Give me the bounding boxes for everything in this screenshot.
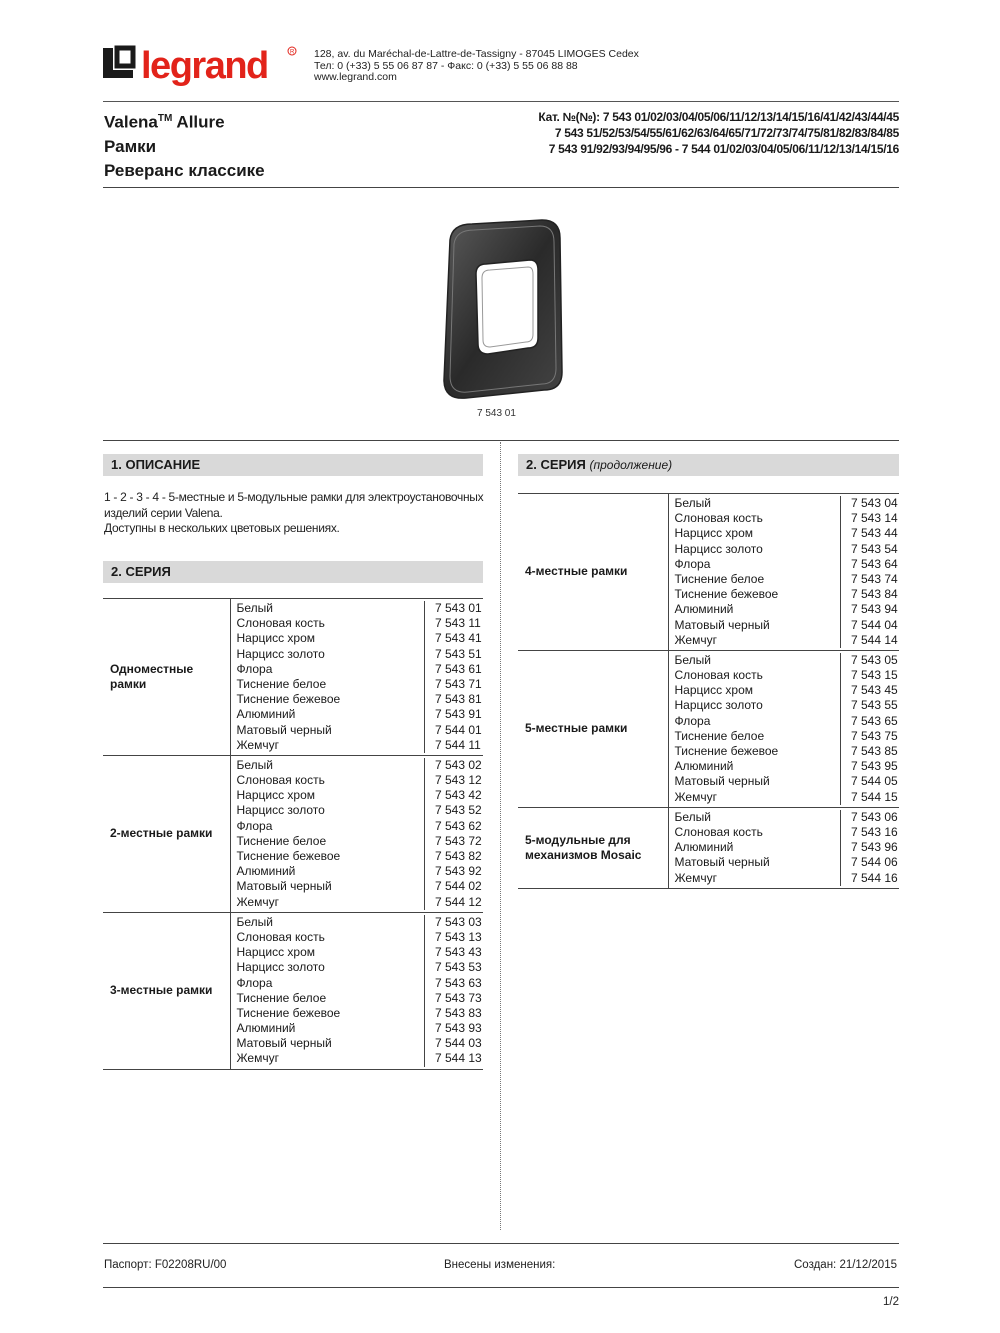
list-item xyxy=(231,991,484,1006)
series-group-row xyxy=(103,912,483,1069)
list-item xyxy=(231,773,484,788)
group-name: Одноместные рамки xyxy=(103,599,230,756)
section-series-continued-header xyxy=(518,454,899,476)
list-item xyxy=(231,976,484,991)
color-name: Флора xyxy=(669,714,842,729)
catalog-code: 7 543 44 xyxy=(851,526,898,541)
color-name: Нарцисс хром xyxy=(231,788,426,803)
title-line-3: Реверанс классике xyxy=(104,160,265,180)
list-item xyxy=(231,819,484,834)
color-name: Тиснение белое xyxy=(231,834,426,849)
product-caption: 7 543 01 xyxy=(477,408,516,419)
list-item xyxy=(231,803,484,818)
catalog-code: 7 543 91 xyxy=(435,707,482,722)
catalog-code: 7 543 15 xyxy=(851,668,898,683)
list-item xyxy=(231,758,484,773)
color-name: Нарцисс золото xyxy=(231,647,426,662)
catalog-code: 7 543 43 xyxy=(435,945,482,960)
color-name: Жемчуг xyxy=(231,895,426,910)
color-name: Флора xyxy=(669,557,842,572)
footer-divider-bottom xyxy=(103,1287,899,1288)
list-item xyxy=(231,1051,484,1066)
color-name: Нарцисс золото xyxy=(231,803,426,818)
list-item xyxy=(231,616,484,631)
catalog-code: 7 544 03 xyxy=(435,1036,482,1051)
color-name: Тиснение белое xyxy=(231,991,426,1006)
list-item xyxy=(669,744,900,759)
catalog-code: 7 543 54 xyxy=(851,541,898,556)
catalog-code: 7 543 83 xyxy=(435,1005,482,1020)
catalog-line: Кат. №(№): 7 543 01/02/03/04/05/06/11/12/13/14/15/16/41/42/43/44/45 xyxy=(538,110,899,124)
catalog-code: 7 543 45 xyxy=(851,683,898,698)
catalog-code: 7 544 11 xyxy=(435,737,481,752)
catalog-code: 7 543 11 xyxy=(435,616,481,631)
passport-number: Паспорт: F02208RU/00 xyxy=(104,1259,227,1271)
group-name: 5-местные рамки xyxy=(518,650,668,807)
catalog-code: 7 543 13 xyxy=(435,929,482,944)
catalog-code: 7 543 53 xyxy=(435,960,482,975)
created-date: Создан: 21/12/2015 xyxy=(794,1259,897,1271)
list-item xyxy=(231,960,484,975)
color-name: Матовый черный xyxy=(231,723,426,738)
catalog-code: 7 543 06 xyxy=(851,809,898,824)
catalog-code: 7 544 16 xyxy=(851,870,898,885)
section-series-header: 2. СЕРИЯ xyxy=(103,561,483,583)
list-item xyxy=(231,707,484,722)
list-item xyxy=(231,864,484,879)
list-item xyxy=(669,511,900,526)
list-item xyxy=(231,930,484,945)
catalog-code: 7 543 63 xyxy=(435,975,482,990)
color-name: Алюминий xyxy=(231,864,426,879)
catalog-code: 7 543 64 xyxy=(851,556,898,571)
color-name: Белый xyxy=(669,653,842,668)
color-name: Флора xyxy=(231,662,426,677)
color-name: Слоновая кость xyxy=(231,773,426,788)
series-group-row xyxy=(518,650,899,807)
list-item xyxy=(669,572,900,587)
color-name: Нарцисс хром xyxy=(231,631,426,646)
list-item xyxy=(669,587,900,602)
color-name: Матовый черный xyxy=(669,618,842,633)
section-title: 2. СЕРИЯ xyxy=(526,457,586,472)
list-item xyxy=(669,683,900,698)
list-item xyxy=(231,647,484,662)
title-divider xyxy=(103,187,899,188)
color-name: Белый xyxy=(231,601,426,616)
catalog-code: 7 544 05 xyxy=(851,774,898,789)
color-name: Жемчуг xyxy=(231,738,426,753)
list-item xyxy=(231,1036,484,1051)
catalog-code: 7 543 81 xyxy=(435,692,482,707)
color-name: Тиснение бежевое xyxy=(669,587,842,602)
svg-text:R: R xyxy=(290,49,295,56)
color-name: Алюминий xyxy=(669,602,842,617)
catalog-code: 7 543 05 xyxy=(851,652,898,667)
color-name: Слоновая кость xyxy=(231,930,426,945)
catalog-code: 7 543 82 xyxy=(435,849,482,863)
list-item xyxy=(231,723,484,738)
catalog-code: 7 544 13 xyxy=(435,1051,482,1066)
series-group-row xyxy=(518,494,899,651)
color-name: Жемчуг xyxy=(669,790,842,805)
list-item xyxy=(669,526,900,541)
list-item xyxy=(231,738,484,753)
catalog-code: 7 543 16 xyxy=(851,824,898,839)
color-name: Алюминий xyxy=(231,707,426,722)
catalog-code: 7 543 42 xyxy=(435,788,482,803)
series-table-left xyxy=(103,598,483,1070)
column-divider xyxy=(500,442,501,1230)
color-name: Нарцисс золото xyxy=(231,960,426,975)
catalog-code: 7 543 72 xyxy=(435,833,482,848)
group-items xyxy=(668,807,899,888)
color-name: Нарцисс хром xyxy=(669,526,842,541)
list-item xyxy=(669,557,900,572)
catalog-code: 7 543 75 xyxy=(851,728,898,743)
list-item xyxy=(231,692,484,707)
list-item xyxy=(669,790,900,805)
color-name: Тиснение белое xyxy=(231,677,426,692)
list-item xyxy=(669,618,900,633)
phone-line: Тел: 0 (+33) 5 55 06 87 87 - Факс: 0 (+33) 5 55 06 88 88 xyxy=(314,59,578,72)
color-name: Белый xyxy=(669,496,842,511)
catalog-code: 7 543 14 xyxy=(851,511,898,526)
catalog-code: 7 543 95 xyxy=(851,759,898,774)
title-line-2: Рамки xyxy=(104,136,157,156)
list-item xyxy=(231,879,484,894)
catalog-code: 7 543 73 xyxy=(435,990,482,1005)
catalog-code: 7 543 85 xyxy=(851,744,898,758)
color-name: Матовый черный xyxy=(669,855,842,870)
list-item xyxy=(231,788,484,803)
color-name: Нарцисс золото xyxy=(669,542,842,557)
color-name: Жемчуг xyxy=(231,1051,426,1066)
color-name: Слоновая кость xyxy=(669,511,842,526)
series-table-right xyxy=(518,493,899,889)
catalog-code: 7 543 55 xyxy=(851,698,898,713)
legrand-logo xyxy=(103,44,303,94)
trademark: TM xyxy=(157,113,173,124)
catalog-code: 7 544 02 xyxy=(435,879,482,894)
header-divider xyxy=(103,101,899,102)
list-item xyxy=(231,895,484,910)
color-name: Тиснение бежевое xyxy=(231,1006,426,1021)
color-name: Тиснение белое xyxy=(669,572,842,587)
color-name: Флора xyxy=(231,819,426,834)
list-item xyxy=(669,774,900,789)
list-item xyxy=(669,825,900,840)
color-name: Нарцисс хром xyxy=(669,683,842,698)
color-name: Матовый черный xyxy=(231,1036,426,1051)
list-item xyxy=(669,496,900,511)
title-rest: Allure xyxy=(172,112,225,132)
catalog-code: 7 543 94 xyxy=(851,602,898,617)
color-name: Белый xyxy=(669,810,842,825)
legrand-symbol-icon xyxy=(103,48,133,78)
list-item xyxy=(231,945,484,960)
frame-product-image xyxy=(432,212,572,407)
color-name: Слоновая кость xyxy=(669,825,842,840)
color-name: Матовый черный xyxy=(669,774,842,789)
title-main: Valena xyxy=(104,112,158,132)
company-address xyxy=(314,49,639,84)
list-item xyxy=(231,849,484,864)
description-line: 1 - 2 - 3 - 4 - 5-местные и 5-модульные рамки для электроустановочных xyxy=(104,490,484,504)
catalog-code: 7 544 01 xyxy=(435,722,482,737)
color-name: Флора xyxy=(231,976,426,991)
catalog-code: 7 544 14 xyxy=(851,632,898,647)
list-item xyxy=(231,1021,484,1036)
catalog-code: 7 543 96 xyxy=(851,840,898,855)
catalog-code: 7 543 12 xyxy=(435,773,482,788)
list-item xyxy=(231,677,484,692)
brand-name: legrand xyxy=(141,45,268,87)
color-name: Алюминий xyxy=(669,759,842,774)
group-name: 4-местные рамки xyxy=(518,494,668,651)
catalog-code: 7 544 12 xyxy=(435,894,482,909)
color-name: Белый xyxy=(231,758,426,773)
list-item xyxy=(669,602,900,617)
address-line: 128, av. du Maréchal-de-Lattre-de-Tassigny - 87045 LIMOGES Cedex xyxy=(314,48,639,60)
footer-divider-top xyxy=(103,1243,899,1244)
list-item xyxy=(669,653,900,668)
website-line: www.legrand.com xyxy=(314,71,397,83)
catalog-code: 7 543 03 xyxy=(435,914,482,929)
catalog-code: 7 543 61 xyxy=(435,661,482,676)
color-name: Тиснение бежевое xyxy=(231,849,426,864)
list-item xyxy=(231,1006,484,1021)
color-name: Жемчуг xyxy=(669,871,842,886)
catalog-code: 7 543 93 xyxy=(435,1021,482,1036)
list-item xyxy=(669,871,900,886)
color-name: Алюминий xyxy=(231,1021,426,1036)
list-item xyxy=(669,759,900,774)
color-name: Нарцисс золото xyxy=(669,698,842,713)
series-group-row xyxy=(518,807,899,888)
catalog-line: 7 543 51/52/53/54/55/61/62/63/64/65/71/72/73/74/75/81/82/83/84/85 xyxy=(554,126,899,140)
catalog-code: 7 543 71 xyxy=(435,676,482,691)
list-item xyxy=(231,915,484,930)
list-item xyxy=(669,729,900,744)
group-items xyxy=(230,755,483,912)
series-group-row xyxy=(103,755,483,912)
document-title xyxy=(104,107,265,183)
list-item xyxy=(231,662,484,677)
catalog-code: 7 543 74 xyxy=(851,571,898,586)
catalog-code: 7 543 51 xyxy=(435,646,482,661)
group-items xyxy=(668,494,899,651)
changes-note: Внесены изменения: xyxy=(444,1259,556,1271)
list-item xyxy=(669,542,900,557)
catalog-code: 7 543 41 xyxy=(435,631,482,646)
color-name: Белый xyxy=(231,915,426,930)
group-items xyxy=(668,650,899,807)
list-item xyxy=(669,668,900,683)
list-item xyxy=(231,631,484,646)
color-name: Тиснение бежевое xyxy=(669,744,842,759)
list-item xyxy=(231,834,484,849)
catalog-code: 7 543 01 xyxy=(435,601,482,615)
list-item xyxy=(669,714,900,729)
catalog-code: 7 543 04 xyxy=(851,496,898,510)
catalog-code: 7 544 06 xyxy=(851,855,898,870)
group-name: 5-модульные для механизмов Mosaic xyxy=(518,807,668,888)
image-divider xyxy=(103,440,899,441)
group-name: 3-местные рамки xyxy=(103,912,230,1069)
group-items xyxy=(230,912,483,1069)
list-item xyxy=(669,855,900,870)
list-item xyxy=(669,840,900,855)
catalog-numbers xyxy=(538,109,899,157)
series-group-row xyxy=(103,599,483,756)
catalog-code: 7 543 52 xyxy=(435,803,482,818)
catalog-code: 7 543 65 xyxy=(851,713,898,728)
group-name: 2-местные рамки xyxy=(103,755,230,912)
description-line: Доступны в нескольких цветовых решениях. xyxy=(104,521,340,535)
section-subtitle: (продолжение) xyxy=(589,458,673,472)
list-item xyxy=(669,633,900,648)
group-items xyxy=(230,599,483,756)
color-name: Слоновая кость xyxy=(669,668,842,683)
color-name: Нарцисс хром xyxy=(231,945,426,960)
catalog-code: 7 543 92 xyxy=(435,864,482,879)
catalog-code: 7 543 02 xyxy=(435,757,482,772)
color-name: Матовый черный xyxy=(231,879,426,894)
color-name: Жемчуг xyxy=(669,633,842,648)
catalog-code: 7 543 62 xyxy=(435,818,482,833)
section-description-text xyxy=(104,490,489,537)
color-name: Тиснение белое xyxy=(669,729,842,744)
catalog-line: 7 543 91/92/93/94/95/96 - 7 544 01/02/03/04/05/06/11/12/13/14/15/16 xyxy=(548,142,899,156)
list-item xyxy=(669,810,900,825)
description-line: изделий серии Valena. xyxy=(104,505,223,520)
catalog-code: 7 544 04 xyxy=(851,617,898,632)
list-item xyxy=(669,698,900,713)
list-item xyxy=(231,601,484,616)
catalog-code: 7 543 84 xyxy=(851,587,898,602)
color-name: Тиснение бежевое xyxy=(231,692,426,707)
section-description-header: 1. ОПИСАНИЕ xyxy=(103,454,483,476)
color-name: Алюминий xyxy=(669,840,842,855)
color-name: Слоновая кость xyxy=(231,616,426,631)
catalog-code: 7 544 15 xyxy=(851,789,898,804)
page-number: 1/2 xyxy=(883,1296,899,1308)
